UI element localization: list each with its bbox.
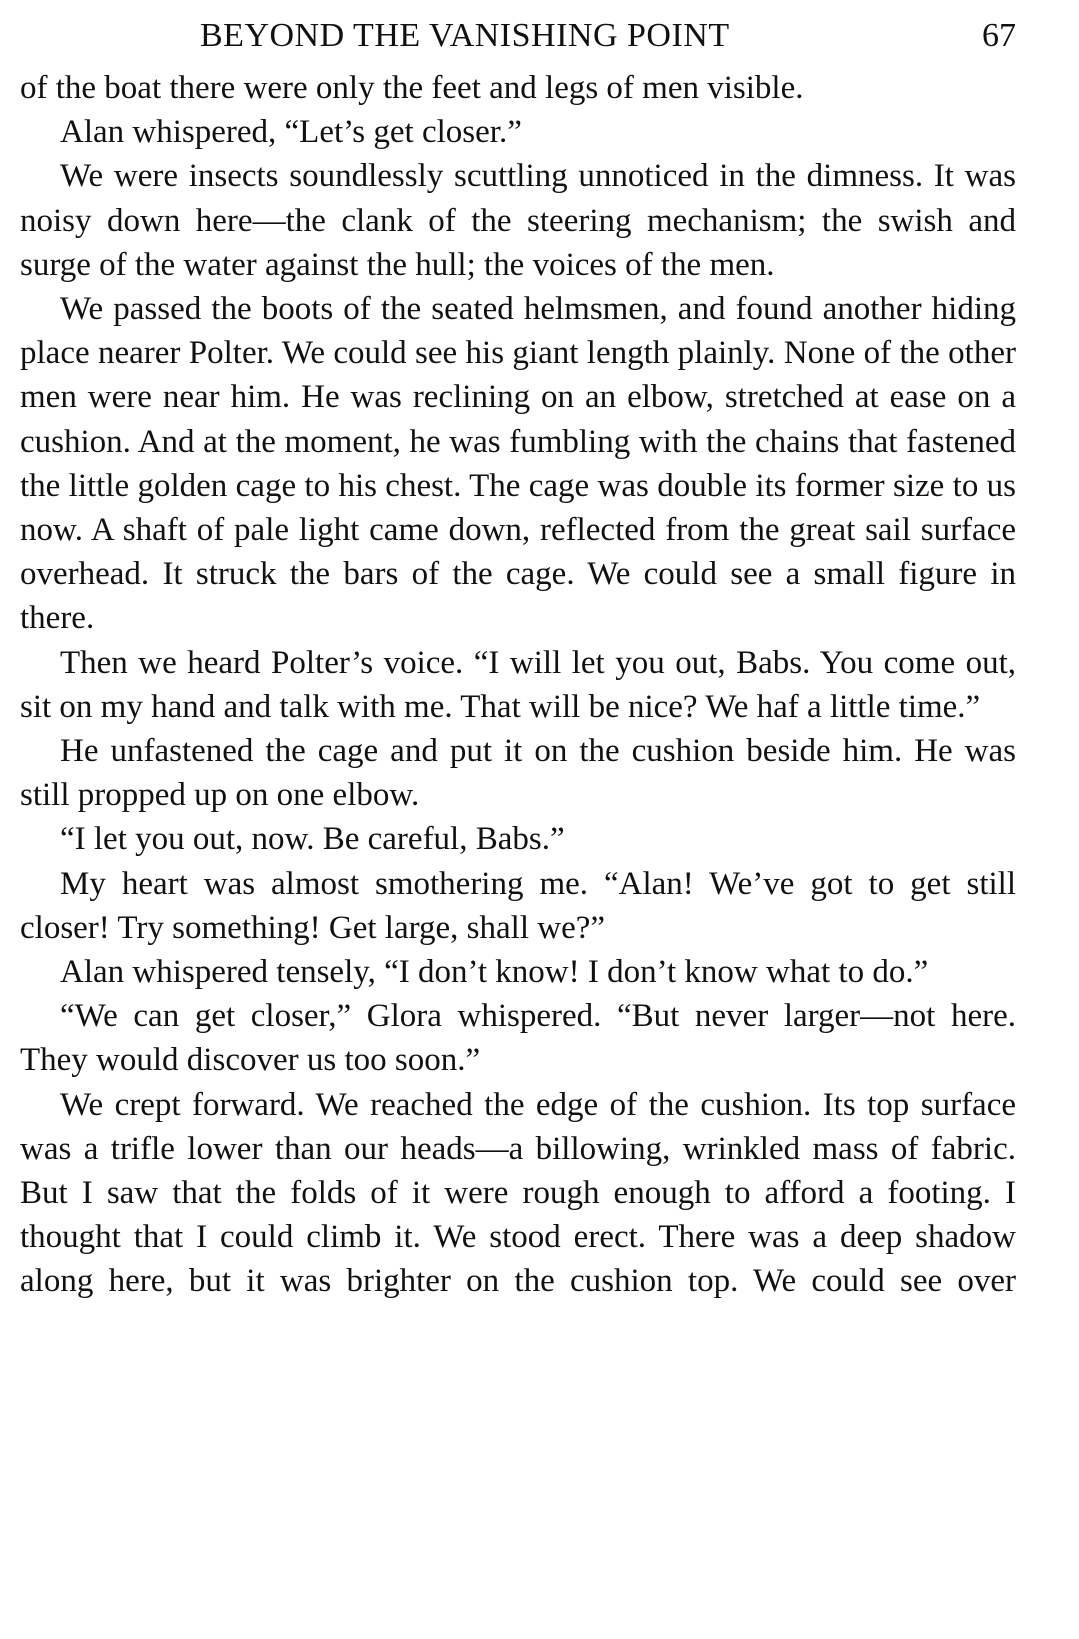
page-body	[20, 66, 1016, 1304]
paragraph: Alan whispered, “Let’s get closer.”	[60, 114, 522, 151]
paragraph: Then we heard Polter’s voice. “I will let you out, Babs. You come out, sit on my hand and talk with me. That will be nice? We haf a little time.”	[20, 644, 1016, 725]
page-number: 67	[982, 17, 1016, 54]
paragraph: of the boat there were only the feet and legs of men visible.	[20, 70, 804, 106]
paragraph: He unfastened the cage and put it on the cushion beside him. He was still propped up on one elbow.	[20, 733, 1016, 814]
paragraph: We crept forward. We reached the edge of the cushion. Its top surface was a trifle lower than our heads—a billowing, wrinkled mass of fabric. But I saw that the folds of it were rough enough to afford a footing. I thought that I could climb it. We stood erect. There was a deep shadow along here, but it was brighter on the cushion top. We could see over	[20, 1086, 1016, 1300]
paragraph: Alan whispered tensely, “I don’t know! I don’t know what to do.”	[60, 954, 929, 991]
book-page	[20, 0, 1016, 1639]
page-header	[20, 0, 1016, 60]
running-title: BEYOND THE VANISHING POINT	[200, 17, 730, 54]
paragraph: “I let you out, now. Be careful, Babs.”	[60, 821, 565, 858]
paragraph: We were insects soundlessly scuttling unnoticed in the dimness. It was noisy down here—the clank of the steering mechanism; the swish and surge of the water against the hull; the voices of the men.	[20, 158, 1016, 283]
paragraph: My heart was almost smothering me. “Alan! We’ve got to get still closer! Try something! Get large, shall we?”	[20, 865, 1016, 946]
paragraph: “We can get closer,” Glora whispered. “But never larger—not here. They would discover us too soon.”	[20, 998, 1016, 1079]
paragraph: We passed the boots of the seated helmsmen, and found another hiding place nearer Polter. We could see his giant length plainly. None of the other men were near him. He was reclining on an elbow, stretched at ease on a cushion. And at the moment, he was fumbling with the chains that fastened the little golden cage to his chest. The cage was double its former size to us now. A shaft of pale light came down, reflected from the great sail surface overhead. It struck the bars of the cage. We could see a small figure in there.	[20, 291, 1016, 637]
